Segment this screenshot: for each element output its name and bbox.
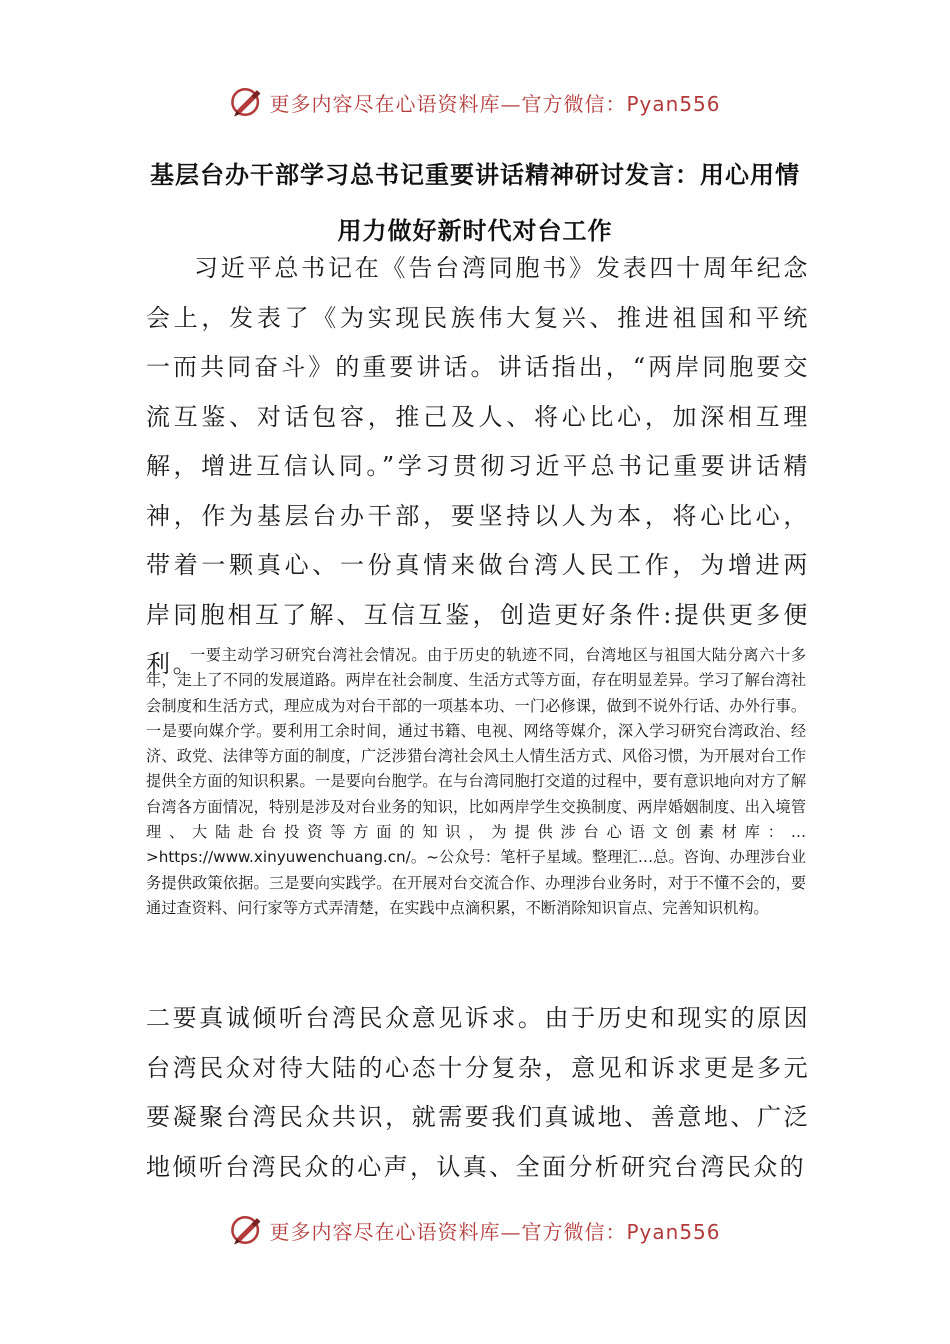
pen-logo-icon [229,1213,263,1247]
pen-logo-icon [229,85,263,119]
second-point-paragraph: 二要真诚倾听台湾民众意见诉求。由于历史和现实的原因台湾民众对待大陆的心态十分复杂，意见和诉求更是多元要凝聚台湾民众共识，就需要我们真诚地、善意地、广泛地倾听台湾民众的心声，认真、全面分析研究台湾民众的 [146,1004,810,1181]
banner-wechat-id: Pyan556 [626,1219,721,1244]
intro-paragraph: 习近平总书记在《告台湾同胞书》发表四十周年纪念会上，发表了《为实现民族伟大复兴、推进祖国和平统一而共同奋斗》的重要讲话。讲话指出，“两岸同胞要交流互鉴、对话包容，推己及人、将心比心，加深相互理解，增进互信认同。”学习贯彻习近平总书记重要讲话精神，作为基层台办干部，要坚持以人为本，将心比心，带着一颗真心、一份真情来做台湾人民工作，为增进两岸同胞相互了解、互信互鉴，创造更好条件:提供更多便利。 [146,254,810,678]
banner-text [269,1216,720,1245]
banner-text [269,88,720,117]
small-text-paragraph: 一要主动学习研究台湾社会情况。由于历史的轨迹不同，台湾地区与祖国大陆分离六十多年，走上了不同的发展道路。两岸在社会制度、生活方式等方面，存在明显差异。学习了解台湾社会制度和生活方式，理应成为对台干部的一项基本功、一门必修课，做到不说外行话、办外行事。一是要向媒介学。要利用工余时间，通过书籍、电视、网络等媒介，深入学习研究台湾政治、经济、政党、法律等方面的制度，广泛涉猎台湾社会风土人情生活方式、风俗习惯，为开展对台工作提供全方面的知识积累。一是要向台胞学。在与台湾同胞打交道的过程中，要有意识地向对方了解台湾各方面情况，特别是涉及对台业务的知识，比如两岸学生交换制度、两岸婚姻制度、出入境管理、大陆赴台投资等方面的知识，为提供涉台心语文创素材库：…>https://www.xinyuwenchuang.cn/。~公众号：笔杆子星域。整理汇…总。咨询、办理涉台业务提供政策依据。三是要向实践学。在开展对台交流合作、办理涉台业务时，对于不懂不会的，要通过查资料、问行家等方式弄清楚，在实践中点滴积累，不断消除知识盲点、完善知识机构。 [146,646,806,917]
banner-wechat-id: Pyan556 [626,91,721,116]
page-title: 基层台办干部学习总书记重要讲话精神研讨发言：用心用情用力做好新时代对台工作 [150,161,800,245]
header-banner [0,80,950,124]
footer-banner [0,1208,950,1252]
banner-text-cn: 更多内容尽在心语资料库—官方微信： [269,91,627,116]
banner-text-cn: 更多内容尽在心语资料库—官方微信： [269,1219,627,1244]
